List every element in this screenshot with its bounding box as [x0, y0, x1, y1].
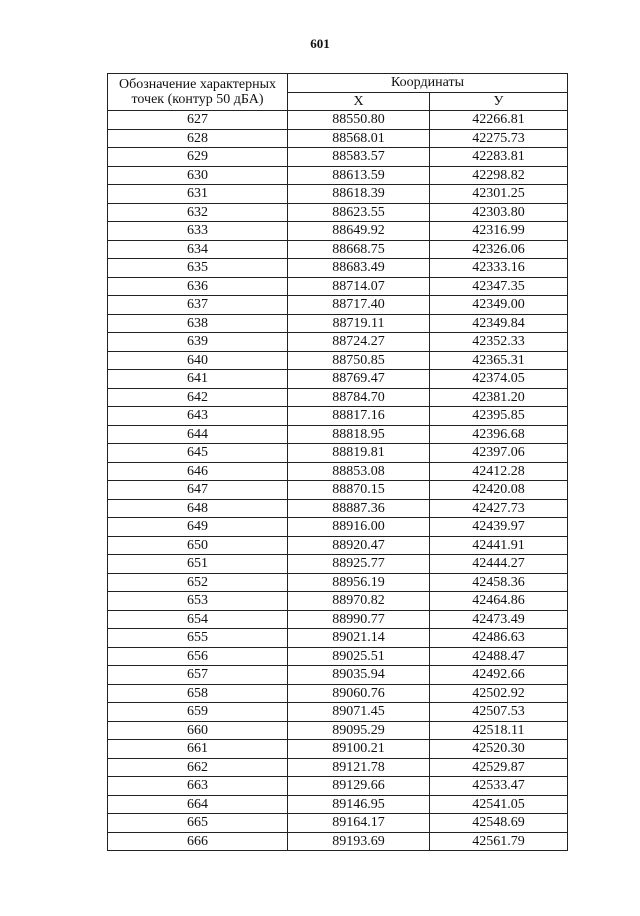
table-row [108, 277, 568, 296]
x-coordinate-cell: 88853.08 [288, 462, 430, 481]
x-coordinate-cell: 88714.07 [288, 277, 430, 296]
x-coordinate-cell: 88925.77 [288, 555, 430, 574]
point-id-cell: 654 [108, 610, 288, 629]
y-coordinate-cell: 42486.63 [430, 629, 568, 648]
x-coordinate-cell: 89193.69 [288, 832, 430, 851]
x-coordinate-cell: 88550.80 [288, 111, 430, 130]
table-row [108, 721, 568, 740]
y-coordinate-cell: 42374.05 [430, 370, 568, 389]
point-id-cell: 662 [108, 758, 288, 777]
x-coordinate-cell: 89129.66 [288, 777, 430, 796]
x-column-header: X [288, 92, 430, 111]
table-row [108, 462, 568, 481]
y-coordinate-cell: 42441.91 [430, 536, 568, 555]
table-row [108, 740, 568, 759]
x-coordinate-cell: 88668.75 [288, 240, 430, 259]
point-id-cell: 650 [108, 536, 288, 555]
y-coordinate-cell: 42507.53 [430, 703, 568, 722]
y-coordinate-cell: 42444.27 [430, 555, 568, 574]
y-coordinate-cell: 42412.28 [430, 462, 568, 481]
y-coordinate-cell: 42502.92 [430, 684, 568, 703]
x-coordinate-cell: 89021.14 [288, 629, 430, 648]
table-row [108, 444, 568, 463]
x-coordinate-cell: 89035.94 [288, 666, 430, 685]
x-coordinate-cell: 88970.82 [288, 592, 430, 611]
table-row [108, 314, 568, 333]
x-coordinate-cell: 88568.01 [288, 129, 430, 148]
point-id-cell: 661 [108, 740, 288, 759]
table-row [108, 388, 568, 407]
table-row [108, 536, 568, 555]
y-coordinate-cell: 42395.85 [430, 407, 568, 426]
point-id-cell: 638 [108, 314, 288, 333]
x-coordinate-cell: 89060.76 [288, 684, 430, 703]
table-row [108, 407, 568, 426]
y-coordinate-cell: 42518.11 [430, 721, 568, 740]
table-row [108, 296, 568, 315]
x-coordinate-cell: 88817.16 [288, 407, 430, 426]
table-row [108, 148, 568, 167]
x-coordinate-cell: 88649.92 [288, 222, 430, 241]
table-row [108, 185, 568, 204]
y-coordinate-cell: 42396.68 [430, 425, 568, 444]
y-coordinate-cell: 42283.81 [430, 148, 568, 167]
point-id-cell: 629 [108, 148, 288, 167]
point-id-cell: 656 [108, 647, 288, 666]
table-row [108, 610, 568, 629]
x-coordinate-cell: 88819.81 [288, 444, 430, 463]
point-designation-header: Обозначение характерных точек (контур 50 дБА) [108, 74, 288, 111]
point-id-cell: 640 [108, 351, 288, 370]
point-id-cell: 645 [108, 444, 288, 463]
y-coordinate-cell: 42533.47 [430, 777, 568, 796]
table-row [108, 370, 568, 389]
table-header [108, 74, 568, 111]
table-row [108, 333, 568, 352]
table-row [108, 647, 568, 666]
x-coordinate-cell: 88719.11 [288, 314, 430, 333]
point-id-cell: 633 [108, 222, 288, 241]
x-coordinate-cell: 89025.51 [288, 647, 430, 666]
y-coordinate-cell: 42520.30 [430, 740, 568, 759]
table-row [108, 666, 568, 685]
table-row [108, 129, 568, 148]
table-row [108, 222, 568, 241]
point-id-cell: 628 [108, 129, 288, 148]
table-row [108, 481, 568, 500]
x-coordinate-cell: 88769.47 [288, 370, 430, 389]
point-id-cell: 665 [108, 814, 288, 833]
y-coordinate-cell: 42381.20 [430, 388, 568, 407]
x-coordinate-cell: 88750.85 [288, 351, 430, 370]
x-coordinate-cell: 89071.45 [288, 703, 430, 722]
table-row [108, 240, 568, 259]
point-id-cell: 627 [108, 111, 288, 130]
point-id-cell: 660 [108, 721, 288, 740]
point-id-cell: 635 [108, 259, 288, 278]
point-id-cell: 634 [108, 240, 288, 259]
point-id-cell: 655 [108, 629, 288, 648]
y-coordinate-cell: 42464.86 [430, 592, 568, 611]
y-coordinate-cell: 42326.06 [430, 240, 568, 259]
table-row [108, 592, 568, 611]
table-row [108, 832, 568, 851]
point-id-cell: 643 [108, 407, 288, 426]
point-id-cell: 639 [108, 333, 288, 352]
x-coordinate-cell: 88920.47 [288, 536, 430, 555]
table-row [108, 777, 568, 796]
y-coordinate-cell: 42458.36 [430, 573, 568, 592]
table-row [108, 795, 568, 814]
y-coordinate-cell: 42397.06 [430, 444, 568, 463]
y-coordinate-cell: 42275.73 [430, 129, 568, 148]
x-coordinate-cell: 88583.57 [288, 148, 430, 167]
table-row [108, 629, 568, 648]
point-id-cell: 652 [108, 573, 288, 592]
y-coordinate-cell: 42316.99 [430, 222, 568, 241]
table-row [108, 703, 568, 722]
point-id-cell: 647 [108, 481, 288, 500]
point-id-cell: 657 [108, 666, 288, 685]
point-id-cell: 630 [108, 166, 288, 185]
table-row [108, 425, 568, 444]
x-coordinate-cell: 88870.15 [288, 481, 430, 500]
y-coordinate-cell: 42427.73 [430, 499, 568, 518]
table-row [108, 684, 568, 703]
table-row [108, 351, 568, 370]
table-body [108, 111, 568, 851]
table-row [108, 203, 568, 222]
x-coordinate-cell: 88887.36 [288, 499, 430, 518]
table-row [108, 166, 568, 185]
point-id-cell: 642 [108, 388, 288, 407]
point-id-cell: 637 [108, 296, 288, 315]
table-row [108, 111, 568, 130]
table-row [108, 259, 568, 278]
x-coordinate-cell: 88724.27 [288, 333, 430, 352]
table-row [108, 555, 568, 574]
x-coordinate-cell: 88818.95 [288, 425, 430, 444]
table-row [108, 499, 568, 518]
coordinates-table [107, 73, 568, 851]
point-id-cell: 664 [108, 795, 288, 814]
y-coordinate-cell: 42365.31 [430, 351, 568, 370]
x-coordinate-cell: 88916.00 [288, 518, 430, 537]
y-coordinate-cell: 42529.87 [430, 758, 568, 777]
point-id-cell: 646 [108, 462, 288, 481]
x-coordinate-cell: 89100.21 [288, 740, 430, 759]
y-coordinate-cell: 42548.69 [430, 814, 568, 833]
y-column-header: У [430, 92, 568, 111]
x-coordinate-cell: 88623.55 [288, 203, 430, 222]
point-id-cell: 644 [108, 425, 288, 444]
x-coordinate-cell: 89095.29 [288, 721, 430, 740]
x-coordinate-cell: 88717.40 [288, 296, 430, 315]
y-coordinate-cell: 42349.00 [430, 296, 568, 315]
point-id-cell: 663 [108, 777, 288, 796]
point-id-cell: 648 [108, 499, 288, 518]
point-id-cell: 641 [108, 370, 288, 389]
y-coordinate-cell: 42352.33 [430, 333, 568, 352]
y-coordinate-cell: 42349.84 [430, 314, 568, 333]
y-coordinate-cell: 42347.35 [430, 277, 568, 296]
x-coordinate-cell: 89121.78 [288, 758, 430, 777]
page-number: 601 [310, 36, 330, 51]
coordinates-group-header: Координаты [288, 74, 568, 93]
table-row [108, 573, 568, 592]
y-coordinate-cell: 42303.80 [430, 203, 568, 222]
y-coordinate-cell: 42298.82 [430, 166, 568, 185]
point-id-cell: 632 [108, 203, 288, 222]
x-coordinate-cell: 88990.77 [288, 610, 430, 629]
y-coordinate-cell: 42301.25 [430, 185, 568, 204]
x-coordinate-cell: 88956.19 [288, 573, 430, 592]
y-coordinate-cell: 42420.08 [430, 481, 568, 500]
point-id-cell: 659 [108, 703, 288, 722]
y-coordinate-cell: 42473.49 [430, 610, 568, 629]
point-id-cell: 658 [108, 684, 288, 703]
point-id-cell: 666 [108, 832, 288, 851]
y-coordinate-cell: 42492.66 [430, 666, 568, 685]
table-row [108, 518, 568, 537]
point-id-cell: 651 [108, 555, 288, 574]
point-id-cell: 649 [108, 518, 288, 537]
x-coordinate-cell: 88613.59 [288, 166, 430, 185]
y-coordinate-cell: 42541.05 [430, 795, 568, 814]
point-id-cell: 636 [108, 277, 288, 296]
table-row [108, 758, 568, 777]
point-id-cell: 631 [108, 185, 288, 204]
y-coordinate-cell: 42488.47 [430, 647, 568, 666]
x-coordinate-cell: 88618.39 [288, 185, 430, 204]
table-row [108, 814, 568, 833]
y-coordinate-cell: 42439.97 [430, 518, 568, 537]
x-coordinate-cell: 88683.49 [288, 259, 430, 278]
x-coordinate-cell: 89164.17 [288, 814, 430, 833]
y-coordinate-cell: 42266.81 [430, 111, 568, 130]
y-coordinate-cell: 42561.79 [430, 832, 568, 851]
x-coordinate-cell: 89146.95 [288, 795, 430, 814]
y-coordinate-cell: 42333.16 [430, 259, 568, 278]
point-id-cell: 653 [108, 592, 288, 611]
x-coordinate-cell: 88784.70 [288, 388, 430, 407]
